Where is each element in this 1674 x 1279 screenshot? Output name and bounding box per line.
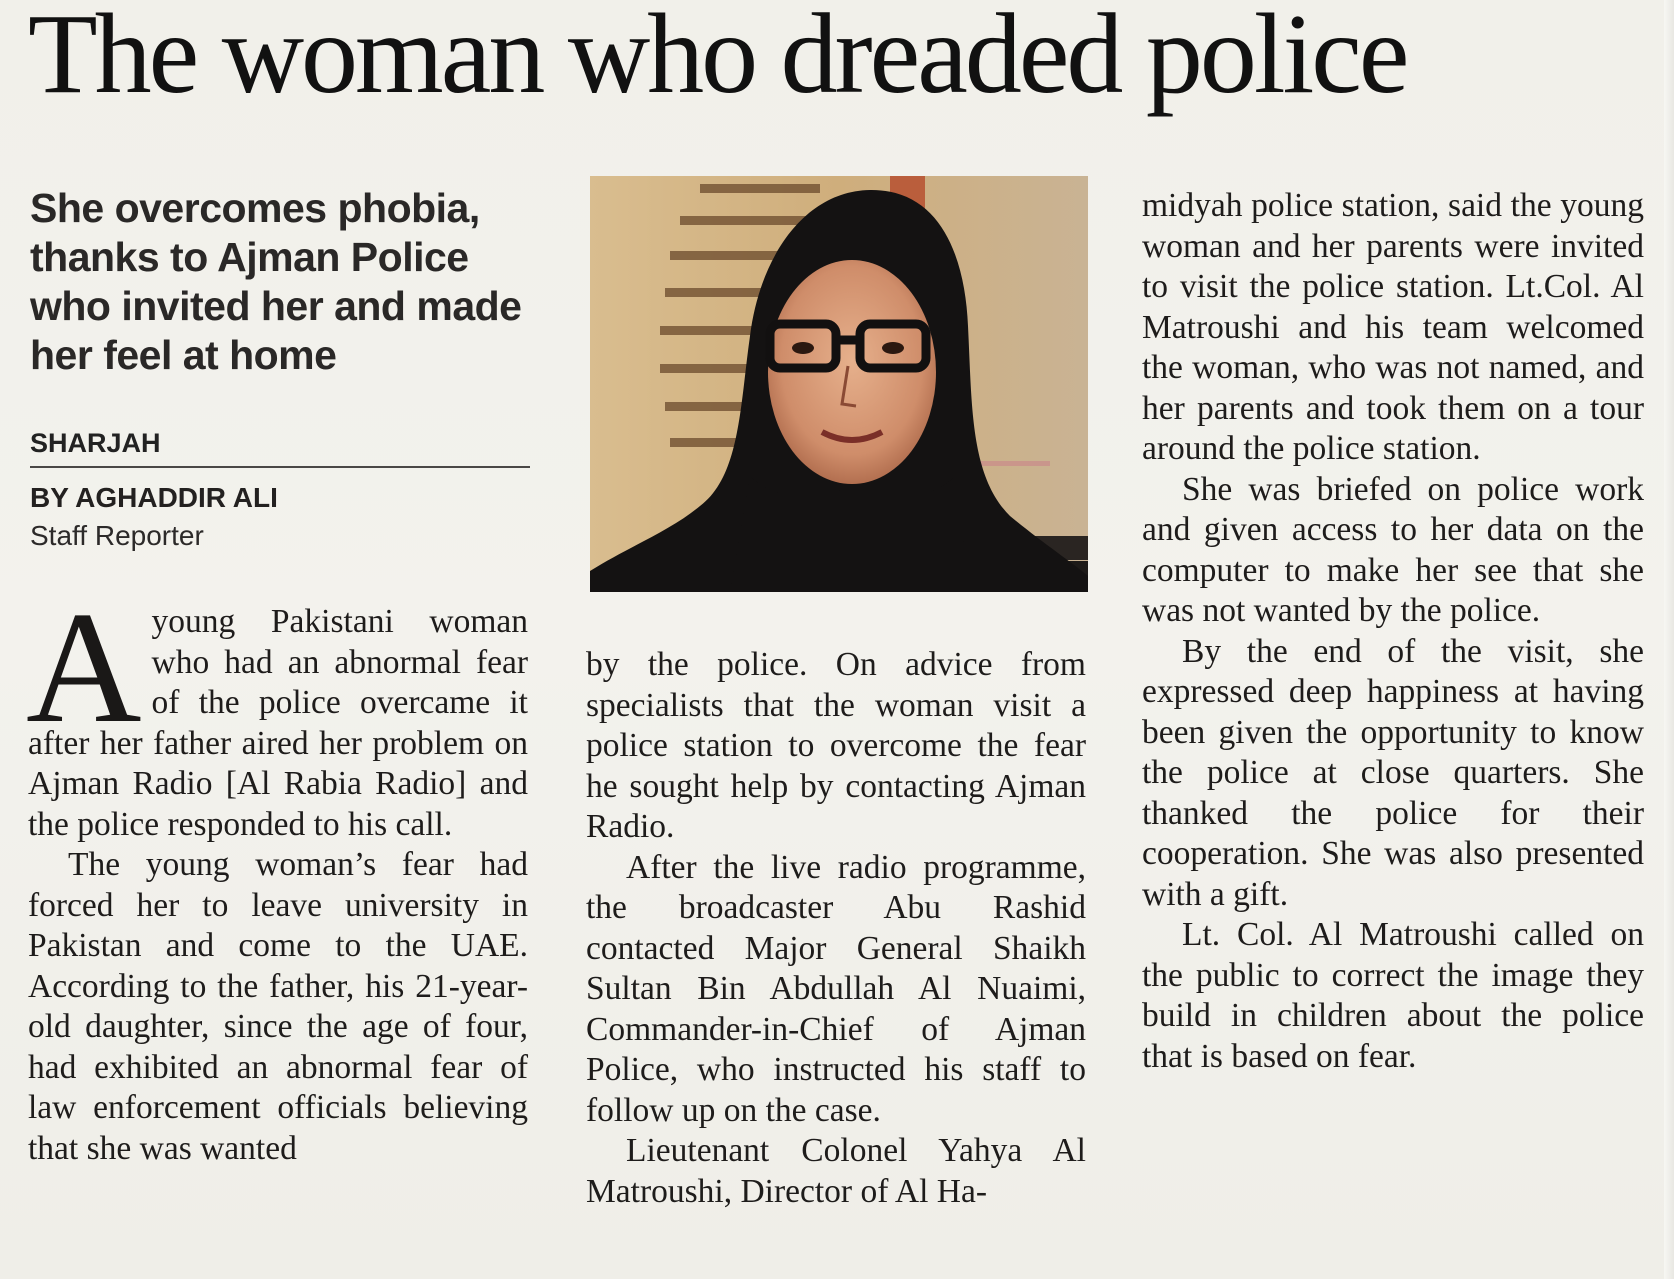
photo-woman-in-hijab — [590, 176, 1088, 592]
byline: BY AGHADDIR ALI — [30, 482, 278, 513]
paragraph: The young woman’s fear had forced her to leave university in Pakistan and come to the UAE. According to the father, his 21-year-old daughter, since the age of four, had exhibited an abnormal fear of law enforcement officials believing that she was wanted — [28, 846, 528, 1167]
drop-cap: A — [26, 578, 142, 756]
paragraph: Lt. Col. Al Matroushi called on the public to correct the image they build in children about the police that is based on fear. — [1142, 916, 1644, 1075]
paragraph: Lieutenant Colonel Yahya Al Matroushi, Director of Al Ha- — [586, 1132, 1086, 1210]
byline-role: Staff Reporter — [30, 520, 204, 551]
paragraph: She was briefed on police work and given access to her data on the computer to make her see that she was not wanted by the police. — [1142, 470, 1644, 629]
headline: The woman who dreaded police — [28, 0, 1407, 117]
paragraph: By the end of the visit, she expressed deep happiness at having been given the opportunity to know the police at close quarters. She thanked the police for their cooperation. She was also presented with a gift. — [1142, 632, 1644, 913]
deck-subheadline: She overcomes phobia, thanks to Ajman Police who invited her and made her feel at home — [30, 185, 522, 378]
paragraph: midyah police station, said the young woman and her parents were invited to visit the police station. Lt.Col. Al Matroushi and his team welcomed the woman, who was not named, and her parents and took them on a tour around the police station. — [1142, 187, 1644, 467]
dateline: SHARJAH — [30, 428, 161, 458]
article-column-2 — [586, 645, 1086, 1212]
paragraph: by the police. On advice from specialists that the woman visit a police station to overcome the fear he sought help by contacting Ajman Radio. — [586, 646, 1086, 845]
paragraph: Ayoung Pakistani woman who had an abnormal fear of the police overcame it after her father aired her problem on Ajman Radio [Al Rabia Radio] and the police responded to his call. — [26, 578, 528, 843]
byline-divider — [30, 466, 530, 468]
article-photo — [590, 176, 1088, 592]
paragraph: After the live radio programme, the broadcaster Abu Rashid contacted Major General Shaikh Sultan Bin Abdullah Al Nuaimi, Commander-in-Chief of Ajman Police, who instructed his staff to follow up on the case. — [586, 848, 1086, 1129]
article-column-1 — [26, 578, 528, 1169]
page-edge — [1664, 0, 1674, 1279]
article-column-3 — [1142, 186, 1644, 1077]
